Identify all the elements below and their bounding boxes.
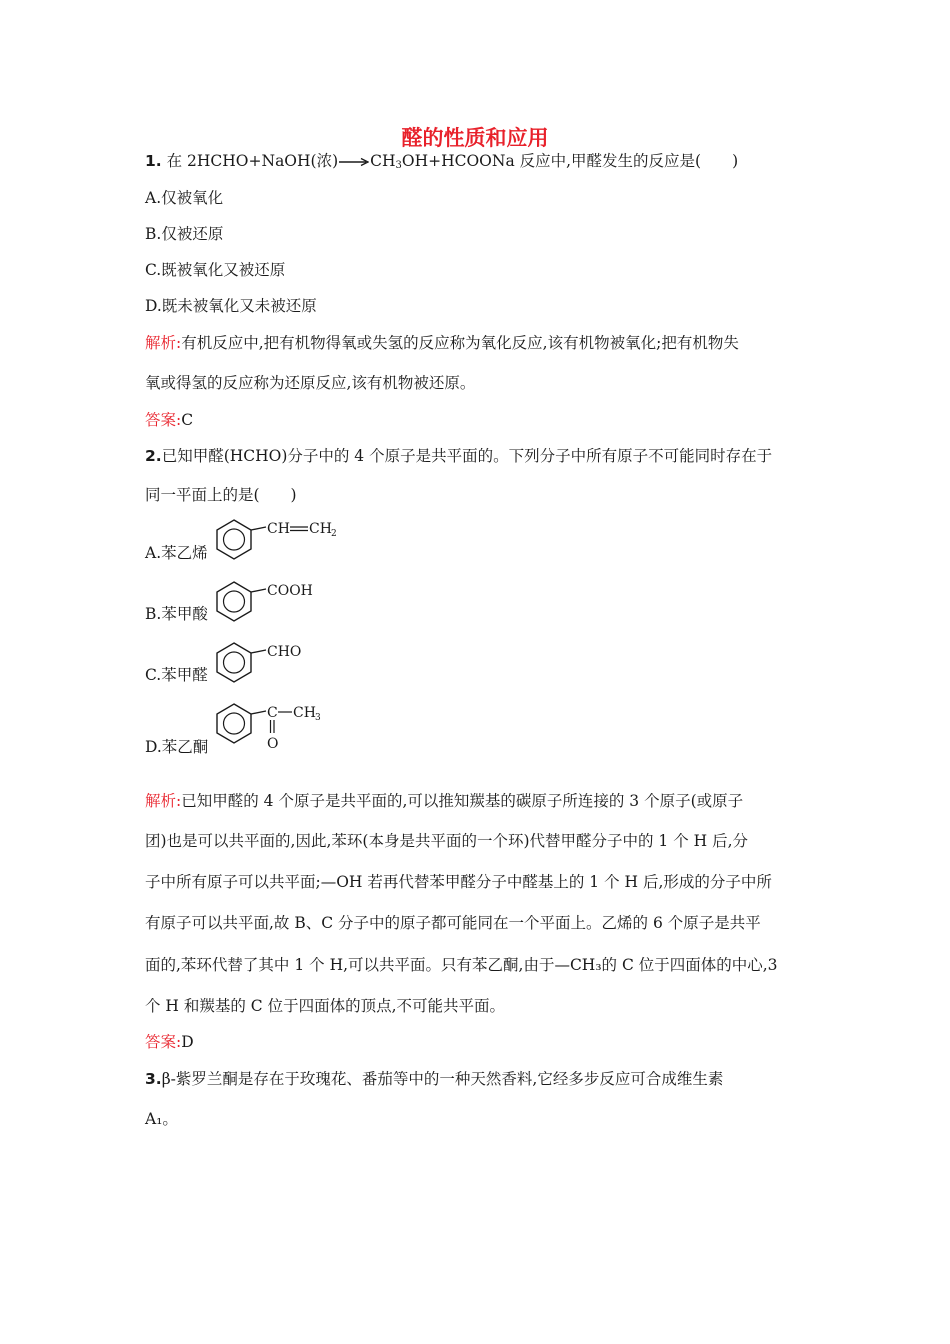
acetophenone-structure [214,698,344,758]
q1-option-c: C.既被氧化又被还原 [145,261,286,279]
q1-stem-subscript: 3 [395,160,402,171]
q1-stem [145,151,738,171]
q3-stem-line-2: A₁。 [145,1110,178,1128]
q1-number: 1. [145,152,162,170]
styrene-ch2: CH [309,521,332,537]
q2-answer-label: 答案: [145,1033,182,1051]
q1-answer-label: 答案: [145,411,182,429]
q2-answer [145,1032,194,1052]
q1-option-a: A.仅被氧化 [145,189,224,207]
styrene-subscript: 2 [331,529,337,539]
q2-analysis-label: 解析: [145,792,182,810]
benzoic-acid-structure [214,576,344,626]
q3-number: 3. [145,1070,162,1088]
q2-stem-line-2: 同一平面上的是( ) [145,486,297,504]
acetophenone-o: O [267,736,279,752]
q1-analysis-line-2: 氧或得氢的反应称为还原反应,该有机物被还原。 [145,374,476,392]
q2-option-c-label: C.苯甲醛 [145,666,208,684]
q1-analysis-label: 解析: [145,334,182,352]
page-title: 醛的性质和应用 [401,126,549,150]
q2-option-b-label: B.苯甲酸 [145,605,208,623]
benzaldehyde-structure [214,637,344,687]
q2-stem-text-1: 已知甲醛(HCHO)分子中的 4 个原子是共平面的。下列分子中所有原子不可能同时存在于 [161,447,773,465]
q2-answer-value: D [181,1033,194,1051]
q1-option-d: D.既未被氧化又未被还原 [145,297,317,315]
q1-answer [145,410,193,430]
q1-analysis-line-1 [145,333,739,353]
q2-analysis-line-4: 有原子可以共平面,故 B、C 分子中的原子都可能同在一个平面上。乙烯的 6 个原子是共平 [145,914,761,932]
q1-analysis-text-1: 有机反应中,把有机物得氧或失氢的反应称为氧化反应,该有机物被氧化;把有机物失 [181,334,739,352]
q1-answer-value: C [181,411,194,429]
q3-stem-text-1: β-紫罗兰酮是存在于玫瑰花、番茄等中的一种天然香料,它经多步反应可合成维生素 [161,1070,724,1088]
acetophenone-subscript: 3 [315,713,321,723]
benzoic-acid-cooh: COOH [267,583,313,599]
q1-stem-part-a: 在 2HCHO+NaOH(浓) [166,152,339,170]
styrene-structure [214,514,344,564]
q2-analysis-line-5: 面的,苯环代替了其中 1 个 H,可以共平面。只有苯乙酮,由于—CH₃的 C 位于四面体的中心,3 [145,956,778,974]
q2-analysis-line-6: 个 H 和羰基的 C 位于四面体的顶点,不可能共平面。 [145,997,506,1015]
q2-analysis-text-1: 已知甲醛的 4 个原子是共平面的,可以推知羰基的碳原子所连接的 3 个原子(或原子 [181,792,744,810]
acetophenone-c: C [267,705,278,721]
q2-analysis-line-1 [145,791,743,811]
q2-number: 2. [145,447,162,465]
q2-analysis-line-3: 子中所有原子可以共平面;—OH 若再代替苯甲醛分子中醛基上的 1 个 H 后,形成的分子中所 [145,873,772,891]
reaction-arrow-icon [339,157,369,167]
q2-analysis-line-2: 团)也是可以共平面的,因此,苯环(本身是共平面的一个环)代替甲醛分子中的 1 个 H 后,分 [145,832,749,850]
acetophenone-ch3: CH [293,705,316,721]
benzaldehyde-cho: CHO [267,644,302,660]
q2-option-d-label: D.苯乙酮 [145,738,209,756]
q1-stem-part-c: OH+HCOONa 反应中,甲醛发生的反应是( ) [401,152,739,170]
q3-stem-line-1 [145,1069,723,1089]
q1-stem-part-b: CH [370,152,396,170]
q1-option-b: B.仅被还原 [145,225,224,243]
styrene-ch: CH [267,521,290,537]
q2-option-a-label: A.苯乙烯 [145,544,208,562]
q2-stem-line-1 [145,446,772,466]
